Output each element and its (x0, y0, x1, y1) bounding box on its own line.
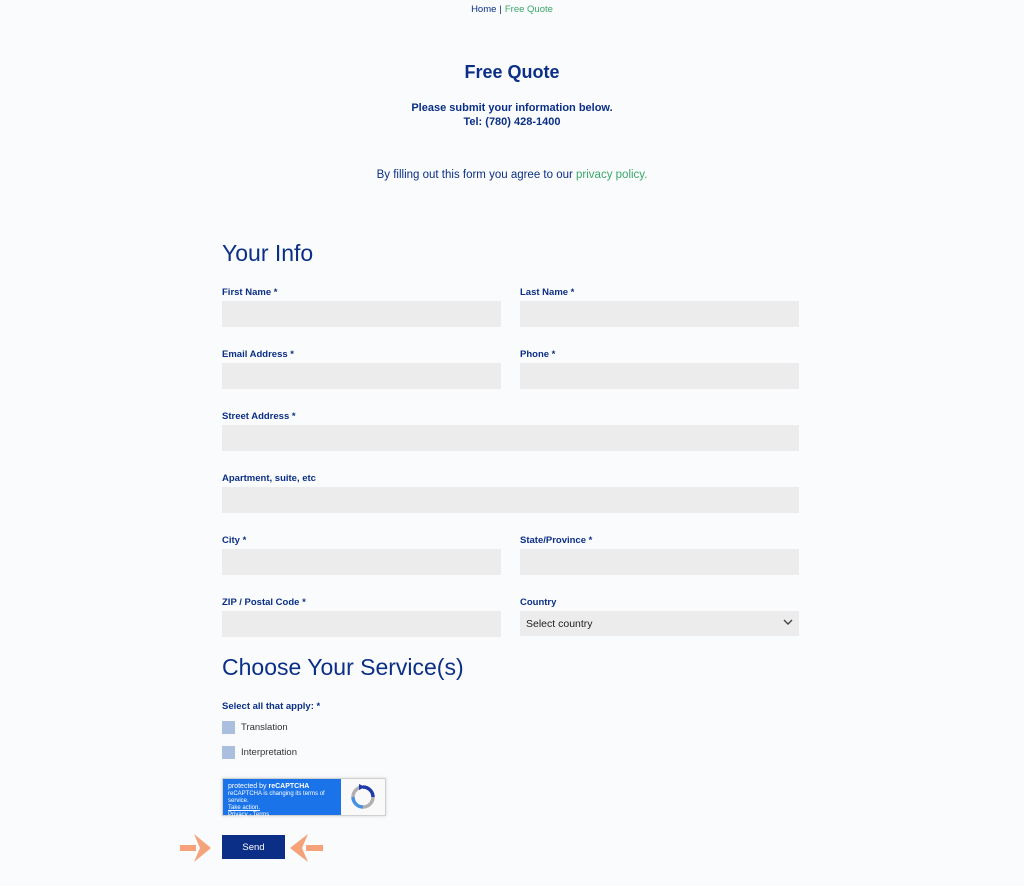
country-select[interactable] (520, 611, 799, 636)
street-address-label: Street Address * (222, 411, 296, 422)
recaptcha-brand: reCAPTCHA (268, 783, 310, 790)
email-label: Email Address * (222, 349, 294, 360)
zip-label: ZIP / Postal Code * (222, 597, 306, 608)
last-name-field[interactable] (520, 301, 799, 327)
breadcrumb-home-link[interactable]: Home (471, 4, 497, 15)
last-name-label: Last Name * (520, 287, 575, 298)
arrow-icon (180, 832, 212, 864)
service-option-translation[interactable] (222, 721, 288, 734)
phone-line: Tel: (780) 428-1400 (463, 116, 561, 128)
page-title: Free Quote (464, 62, 560, 82)
recaptcha-terms-notice: reCAPTCHA is changing its terms of service. (228, 791, 325, 804)
breadcrumb (0, 4, 1024, 15)
recaptcha-logo-icon (341, 779, 385, 815)
intro-text (0, 101, 1024, 129)
translation-checkbox[interactable] (222, 721, 235, 734)
recaptcha-privacy-terms-links[interactable]: Privacy - Terms (228, 812, 270, 818)
state-province-label: State/Province * (520, 535, 593, 546)
first-name-field[interactable] (222, 301, 501, 327)
recaptcha-badge (222, 778, 386, 816)
phone-field[interactable] (520, 363, 799, 389)
chevron-down-icon (783, 618, 793, 629)
your-info-heading: Your Info (222, 240, 314, 266)
arrow-icon (289, 832, 323, 864)
send-button[interactable]: Send (222, 835, 285, 859)
interpretation-label: Interpretation (241, 747, 297, 758)
translation-label: Translation (241, 722, 288, 733)
first-name-label: First Name * (222, 287, 278, 298)
services-label: Select all that apply: * (222, 701, 321, 712)
email-field[interactable] (222, 363, 501, 389)
state-province-field[interactable] (520, 549, 799, 575)
recaptcha-notice (223, 779, 341, 818)
intro-line: Please submit your information below. (411, 102, 613, 114)
privacy-notice-text: By filling out this form you agree to our (376, 169, 577, 181)
services-heading: Choose Your Service(s) (222, 654, 464, 680)
apartment-label: Apartment, suite, etc (222, 473, 316, 484)
breadcrumb-separator: | (499, 4, 502, 15)
country-select-value: Select country (526, 617, 593, 630)
country-label: Country (520, 597, 557, 608)
zip-field[interactable] (222, 611, 501, 637)
recaptcha-protected-text: protected by (228, 783, 269, 790)
privacy-notice (0, 169, 1024, 181)
apartment-field[interactable] (222, 487, 799, 513)
city-label: City * (222, 535, 247, 546)
city-field[interactable] (222, 549, 501, 575)
street-address-field[interactable] (222, 425, 799, 451)
phone-label: Phone * (520, 349, 556, 360)
service-option-interpretation[interactable] (222, 746, 297, 759)
recaptcha-take-action-link[interactable]: Take action. (228, 805, 261, 811)
privacy-policy-link[interactable]: privacy policy. (576, 169, 648, 181)
interpretation-checkbox[interactable] (222, 746, 235, 759)
breadcrumb-current: Free Quote (504, 4, 553, 15)
